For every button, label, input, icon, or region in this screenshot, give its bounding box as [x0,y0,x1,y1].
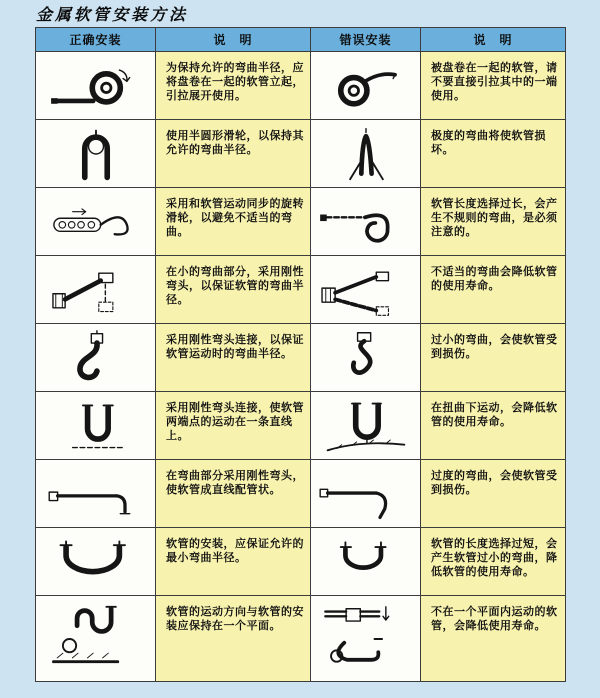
straight-hose-with-elbow-icon [44,465,148,523]
rotating-pulley-track-icon [44,193,148,251]
wrong-illustration [311,528,421,596]
table-row [36,256,566,324]
correct-description: 在小的弯曲部分，采用刚性弯头，以保证软管的弯曲半径。 [156,256,311,324]
correct-description: 在弯曲部分采用刚性弯头，使软管成直线配管状。 [156,460,311,528]
header-description-right: 说 明 [421,28,566,52]
table-row [36,392,566,460]
wrong-description: 不在一个平面内运动的软管，会降低使用寿命。 [421,596,566,682]
correct-description: 采用刚性弯头连接，使软管两端点的运动在一条直线上。 [156,392,311,460]
table-row [36,596,566,682]
wrong-description: 软管长度选择过长，会产生不规则的弯曲，是必须注意的。 [421,188,566,256]
wrong-description: 软管的长度选择过短，会产生软管过小的弯曲，降低软管的使用寿命。 [421,528,566,596]
correct-description: 采用和软管运动同步的旋转滑轮，以避免不适当的弯曲。 [156,188,311,256]
correct-illustration [36,460,156,528]
correct-illustration [36,324,156,392]
correct-illustration [36,596,156,682]
extreme-bend-hose-icon [314,125,418,183]
non-coplanar-hoses-icon [314,601,418,677]
correct-illustration [36,120,156,188]
header-correct-install: 正确安装 [36,28,156,52]
correct-illustration [36,392,156,460]
correct-illustration [36,52,156,120]
table-row [36,460,566,528]
coplanar-trap-hose-icon [44,601,148,677]
wrong-description: 不适当的弯曲会降低软管的使用寿命。 [421,256,566,324]
wrong-illustration [311,392,421,460]
header-wrong-install: 错误安装 [311,28,421,52]
inline-u-hose-icon [44,397,148,455]
too-short-hose-icon [314,533,418,591]
wrong-description: 过度的弯曲，会使软管受到损伤。 [421,460,566,528]
coiled-hose-pulled-icon [314,57,418,115]
correct-description: 为保持允许的弯曲半径，应将盘卷在一起的软管立起，引拉展开使用。 [156,52,311,120]
correct-description: 使用半圆形滑轮，以保持其允许的弯曲半径。 [156,120,311,188]
min-bend-radius-u-hose-icon [44,533,148,591]
table-row [36,188,566,256]
wrong-description: 过小的弯曲，会使软管受到损伤。 [421,324,566,392]
overlong-hose-loop-icon [314,193,418,251]
table-row [36,528,566,596]
twisted-u-hose-icon [314,397,418,455]
header-row [36,28,566,52]
correct-description: 软管的运动方向与软管的安装应保持在一个平面。 [156,596,311,682]
correct-description: 采用刚性弯头连接，以保证软管运动时的弯曲半径。 [156,324,311,392]
wrong-illustration [311,120,421,188]
wrong-illustration [311,188,421,256]
coiled-hose-unrolled-icon [44,57,148,115]
wrong-illustration [311,596,421,682]
table-row [36,52,566,120]
table-row [36,324,566,392]
header-description-left: 说 明 [156,28,311,52]
rigid-elbow-small-bend-icon [44,261,148,319]
installation-table [35,27,566,682]
wrong-description: 极度的弯曲将使软管损坏。 [421,120,566,188]
improper-bend-y-icon [314,261,418,319]
overbent-hose-icon [314,465,418,523]
wrong-illustration [311,256,421,324]
wrong-illustration [311,324,421,392]
too-small-bend-s-hose-icon [314,329,418,387]
correct-description: 软管的安装，应保证允许的最小弯曲半径。 [156,528,311,596]
page-title: 金属软管安装方法 [36,7,189,24]
table-row [36,120,566,188]
semicircular-pulley-hose-icon [44,125,148,183]
wrong-illustration [311,52,421,120]
correct-illustration [36,528,156,596]
wrong-description: 在扭曲下运动，会降低软管的使用寿命。 [421,392,566,460]
wrong-illustration [311,460,421,528]
rigid-elbow-hook-hose-icon [44,329,148,387]
correct-illustration [36,188,156,256]
correct-illustration [36,256,156,324]
wrong-description: 被盘卷在一起的软管，请不要直接引拉其中的一端使用。 [421,52,566,120]
